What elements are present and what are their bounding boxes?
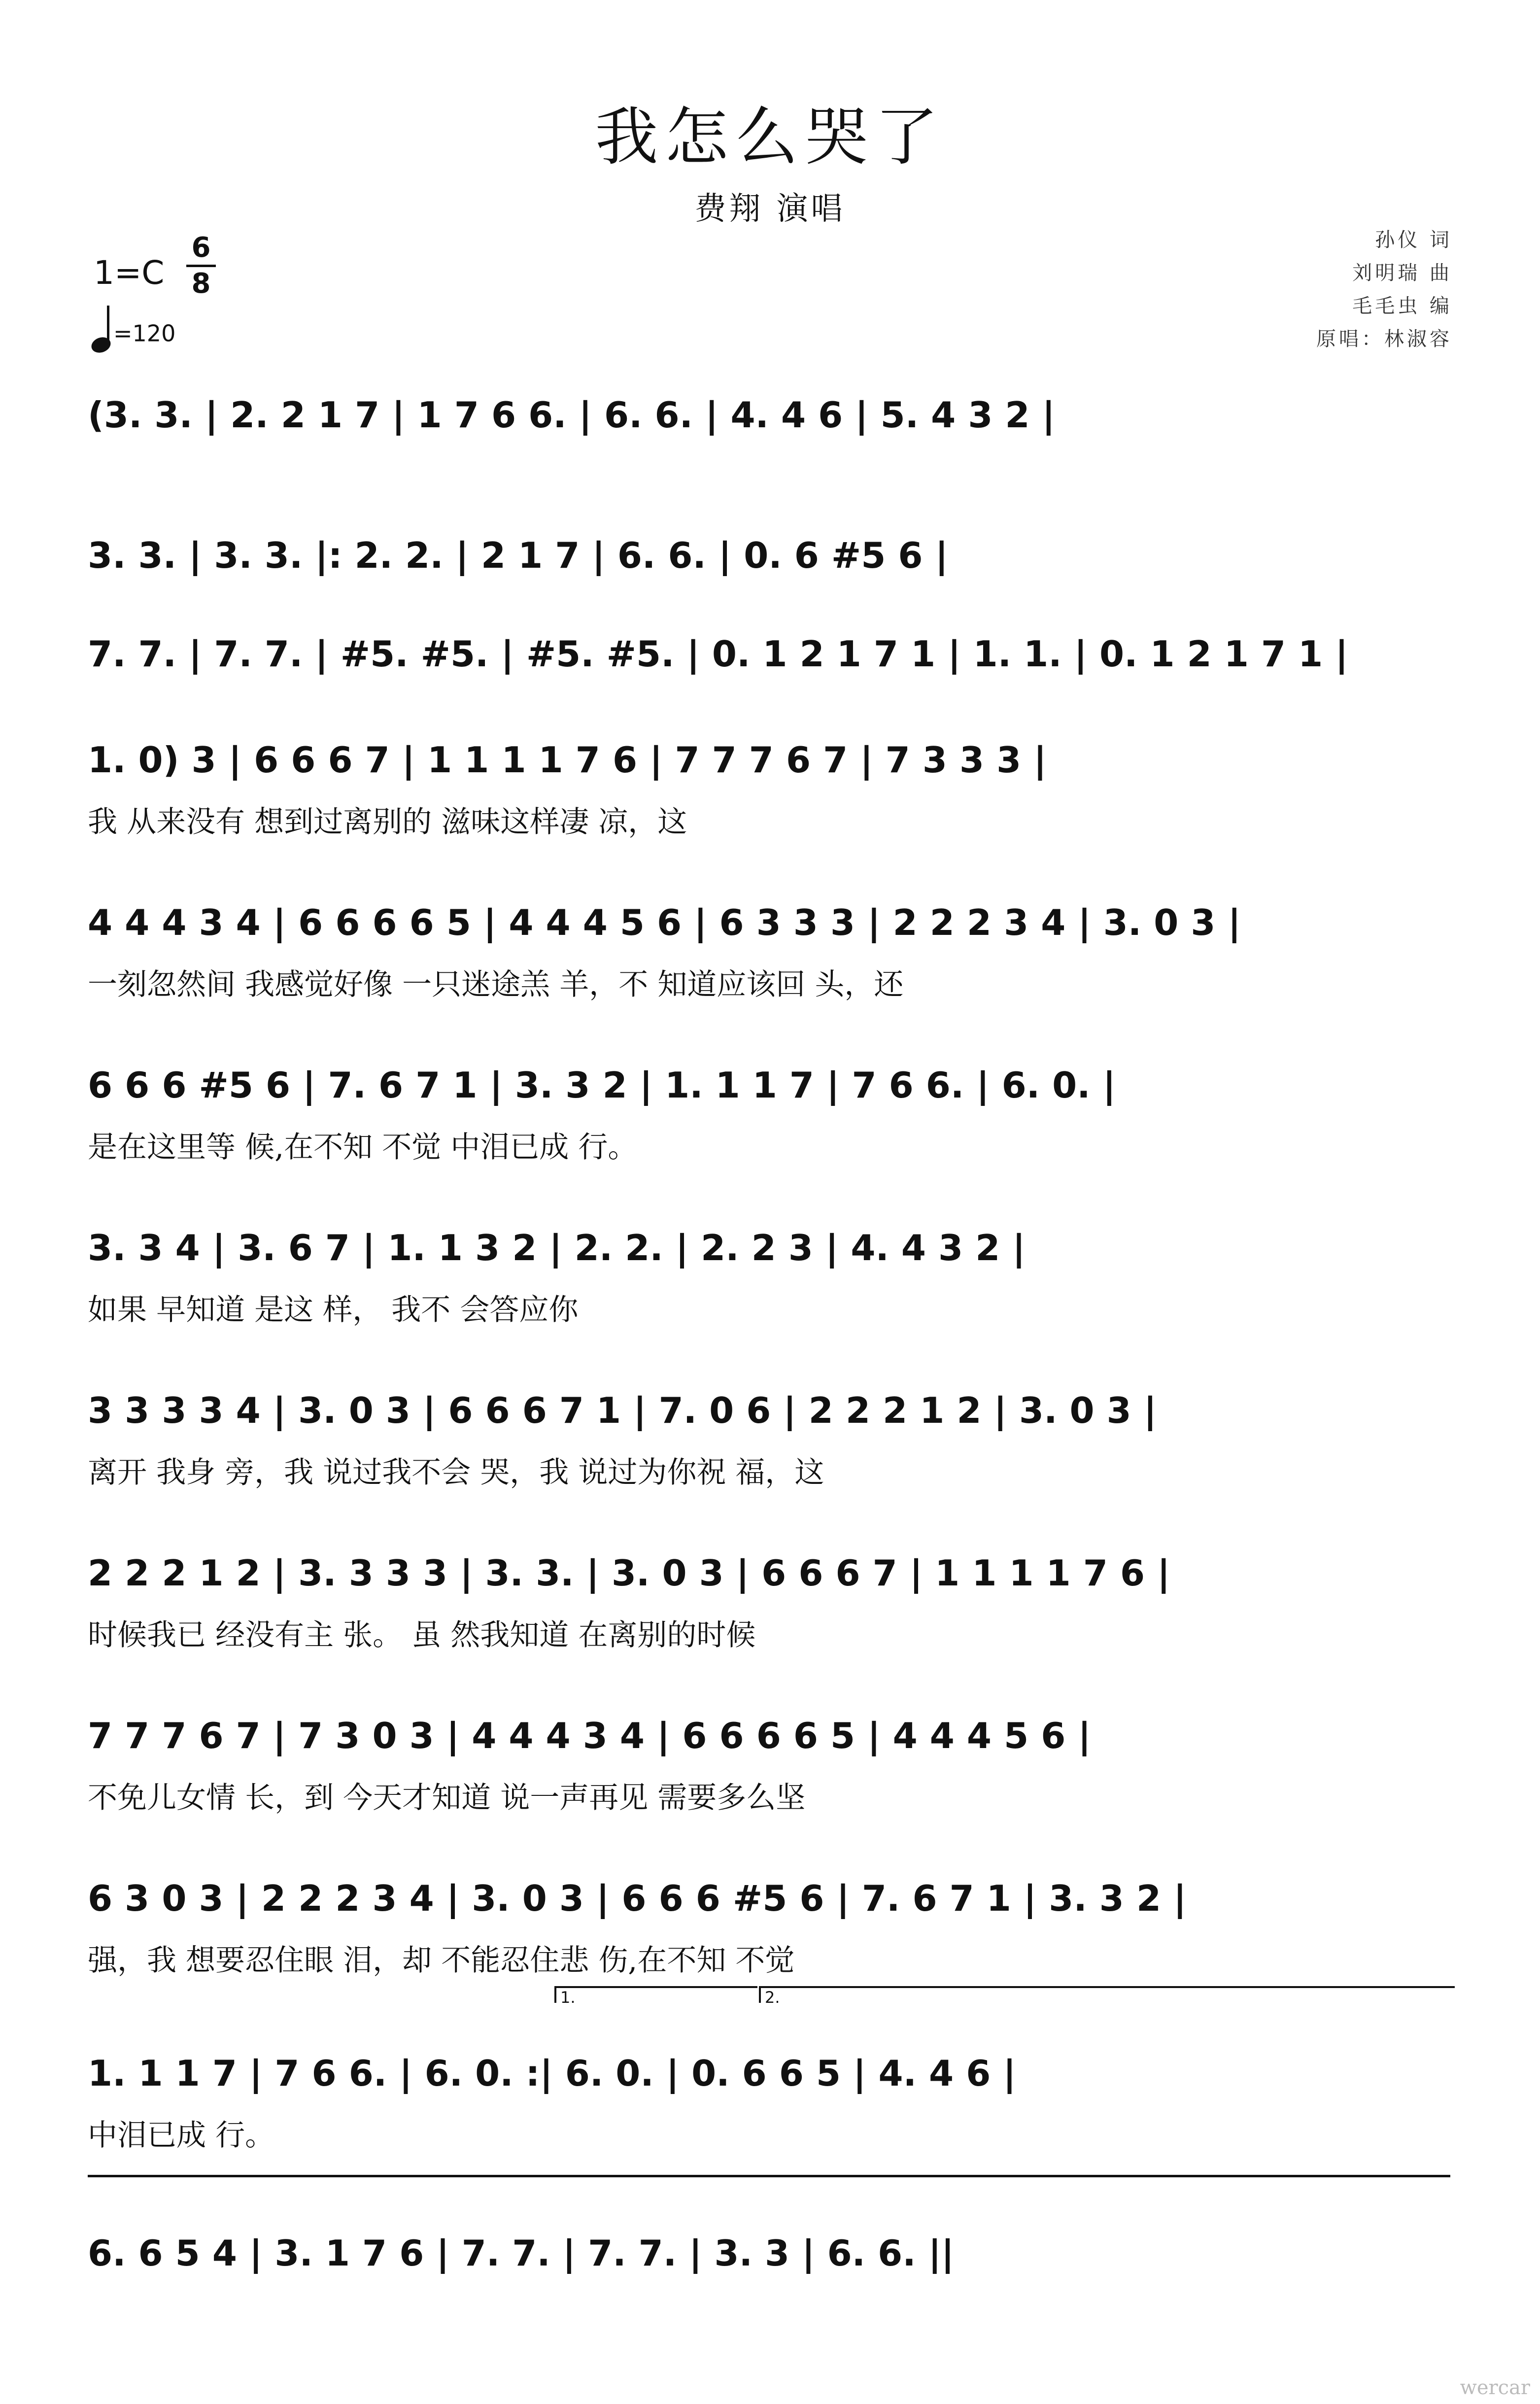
lyric-line: 是在这里等 候,在不知 不觉 中泪已成 行。	[88, 1130, 638, 1165]
lyric-line: 时候我已 经没有主 张。 虽 然我知道 在离别的时候	[88, 1618, 756, 1652]
notation-line: 6 3 0 3 | 2 2 2 3 4 | 3. 0 3 | 6 6 6 #5 6 | 7. 6 7 1 | 3. 3 2 |	[88, 1878, 1187, 1919]
song-title: 我怎么哭了	[595, 101, 945, 174]
tempo-value: =120	[113, 320, 176, 347]
lyric-line: 离开 我身 旁，我 说过我不会 哭，我 说过为你祝 福，这	[88, 1455, 824, 1490]
notation-line: 3 3 3 3 4 | 3. 0 3 | 6 6 6 7 1 | 7. 0 6 | 2 2 2 1 2 | 3. 0 3 |	[88, 1390, 1157, 1431]
notation-line: 7. 7. | 7. 7. | #5. #5. | #5. #5. | 0. 1 2 1 7 1 | 1. 1. | 0. 1 2 1 7 1 |	[88, 633, 1348, 675]
note-stem-icon	[107, 306, 109, 345]
volta-2-bracket: 2.	[759, 1986, 1455, 2003]
notation-line: 6 6 6 #5 6 | 7. 6 7 1 | 3. 3 2 | 1. 1 1 7 | 7 6 6. | 6. 0. |	[88, 1065, 1116, 1106]
section-rule	[88, 2175, 1450, 2177]
time-signature	[186, 234, 216, 298]
lyric-line: 中泪已成 行。	[88, 2118, 275, 2153]
time-signature-numerator: 6	[186, 234, 216, 267]
key-signature: 1=C	[94, 254, 165, 292]
notation-line: (3. 3. | 2. 2 1 7 | 1 7 6 6. | 6. 6. | 4. 4 6 | 5. 4 3 2 |	[88, 394, 1055, 436]
arranger-credit: 毛毛虫 编	[1352, 295, 1452, 317]
tempo-marking	[91, 315, 175, 355]
time-signature-denominator: 8	[191, 268, 211, 300]
lyricist-credit: 孙仪 词	[1375, 229, 1452, 251]
notation-line: 2 2 2 1 2 | 3. 3 3 3 | 3. 3. | 3. 0 3 | 6 6 6 7 | 1 1 1 1 7 6 |	[88, 1552, 1170, 1594]
notation-line: 3. 3 4 | 3. 6 7 | 1. 1 3 2 | 2. 2. | 2. 2 3 | 4. 4 3 2 |	[88, 1227, 1026, 1269]
volta-1-bracket: 1.	[554, 1986, 757, 2003]
lyric-line: 不免儿女情 长，到 今天才知道 说一声再见 需要多么坚	[88, 1781, 806, 1815]
notation-line: 1. 1 1 7 | 7 6 6. | 6. 0. :| 6. 0. | 0. 6 6 5 | 4. 4 6 |	[88, 2053, 1016, 2094]
notation-line: 6. 6 5 4 | 3. 1 7 6 | 7. 7. | 7. 7. | 3. 3 | 6. 6. ||	[88, 2232, 955, 2274]
performer-line: 费翔 演唱	[694, 191, 846, 227]
lyric-line: 如果 早知道 是这 样， 我不 会答应你	[88, 1293, 579, 1327]
lyric-line: 强，我 想要忍住眼 泪，却 不能忍住悲 伤,在不知 不觉	[88, 1943, 795, 1978]
notation-line: 4 4 4 3 4 | 6 6 6 6 5 | 4 4 4 5 6 | 6 3 3 3 | 2 2 2 3 4 | 3. 0 3 |	[88, 902, 1241, 943]
notation-line: 1. 0) 3 | 6 6 6 7 | 1 1 1 1 7 6 | 7 7 7 6 7 | 7 3 3 3 |	[88, 739, 1047, 781]
watermark: wercar	[1460, 2376, 1530, 2399]
notation-line: 7 7 7 6 7 | 7 3 0 3 | 4 4 4 3 4 | 6 6 6 6 5 | 4 4 4 5 6 |	[88, 1715, 1091, 1756]
lyric-line: 一刻忽然间 我感觉好像 一只迷途羔 羊，不 知道应该回 头，还	[88, 967, 904, 1002]
original-singer-credit: 原唱：林淑容	[1316, 328, 1452, 350]
composer-credit: 刘明瑞 曲	[1352, 262, 1452, 284]
lyric-line: 我 从来没有 想到过离别的 滋味这样凄 凉，这	[88, 805, 687, 839]
notation-line: 3. 3. | 3. 3. |: 2. 2. | 2 1 7 | 6. 6. | 0. 6 #5 6 |	[88, 535, 948, 576]
